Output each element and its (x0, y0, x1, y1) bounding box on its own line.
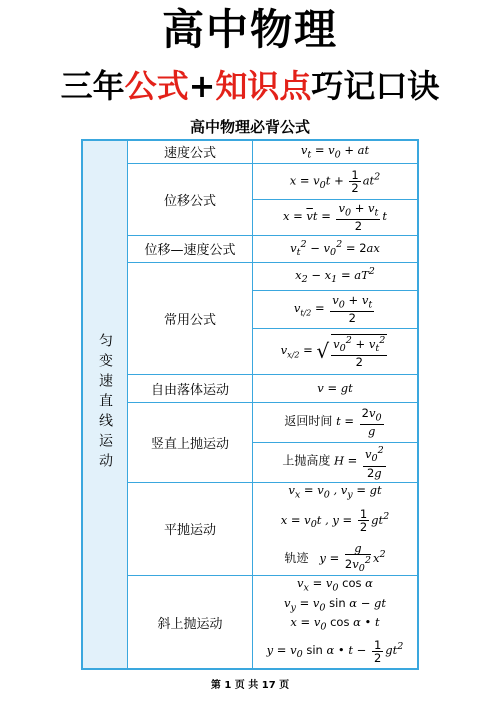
row-name-free-fall: 自由落体运动 (128, 374, 253, 402)
row-name-displacement: 位移公式 (128, 163, 253, 235)
return-time-label: 返回时间 (284, 414, 333, 428)
row-name-horizontal-projectile: 平抛运动 (128, 482, 253, 576)
title-part-mnemonic: 巧记口诀 (311, 67, 440, 105)
title-part-plus: + (188, 67, 216, 105)
formula-common-1: $x_2 - x_1 = aT^2$ (253, 262, 419, 290)
row-name-common: 常用公式 (128, 262, 253, 374)
page-footer: 第 1 页 共 17 页 (210, 680, 290, 691)
secondary-title (0, 64, 500, 108)
main-title: 高中物理 (161, 5, 338, 54)
formula-table (81, 139, 419, 670)
formula-oblique-projectile: $v_x = v_0$ cos α $v_y = v_0$ sin α − gt $x = v_0$ cos α • t $y = v_0$ sin α • t − $\frac{1}{2}$ $gt^2$ (253, 576, 419, 670)
formula-free-fall: v = gt (253, 374, 419, 402)
table-subtitle: 高中物理必背公式 (189, 118, 310, 136)
formula-displacement-1: $x = v_0t$ + $\frac{1}{2}$ $at^2$ (253, 163, 419, 199)
row-name-vertical-throw: 竖直上抛运动 (128, 402, 253, 482)
title-part-formula: 公式 (124, 67, 189, 105)
formula-vertical-throw-2: 上抛高度 H = $\frac{v_0^2}{2g}$ (253, 442, 419, 482)
formula-displacement-2: $x = \overline{v}t$ = $\frac{v_0 + v_t}{2}$ t (253, 199, 419, 235)
max-height-label: 上抛高度 (282, 454, 331, 468)
category-cell (82, 140, 128, 669)
row-name-velocity-displacement: 位移—速度公式 (128, 235, 253, 262)
formula-common-2: $v_{t/2}$ = $\frac{v_0 + v_t}{2}$ (253, 290, 419, 328)
formula-velocity: $v_t = v_0$ + at (253, 140, 419, 163)
trajectory-label: 轨迹 (284, 550, 309, 565)
row-name-velocity: 速度公式 (128, 140, 253, 163)
formula-horizontal-projectile: $v_x = v_0$ , $v_y$ = gt $x = v_0t$ , y = $\frac{1}{2}$ $gt^2$ 轨迹 y = $\frac{g}{2v_0^2}$ $x^2$ (253, 482, 419, 576)
title-part-three-years: 三年 (60, 67, 125, 105)
row-name-oblique-projectile: 斜上抛运动 (128, 576, 253, 670)
formula-vertical-throw-1: 返回时间 t = $\frac{2v_0}{g}$ (253, 402, 419, 442)
category-label: 匀变速直线运动 (97, 332, 113, 473)
formula-velocity-displacement: $v_t^2 - v_0^2 = 2ax$ (253, 235, 419, 262)
title-part-knowledge: 知识点 (215, 67, 312, 105)
formula-common-3: $v_{x/2}$ = √ $\frac{v_0^2 + v_t^2}{2}$ (253, 328, 419, 374)
